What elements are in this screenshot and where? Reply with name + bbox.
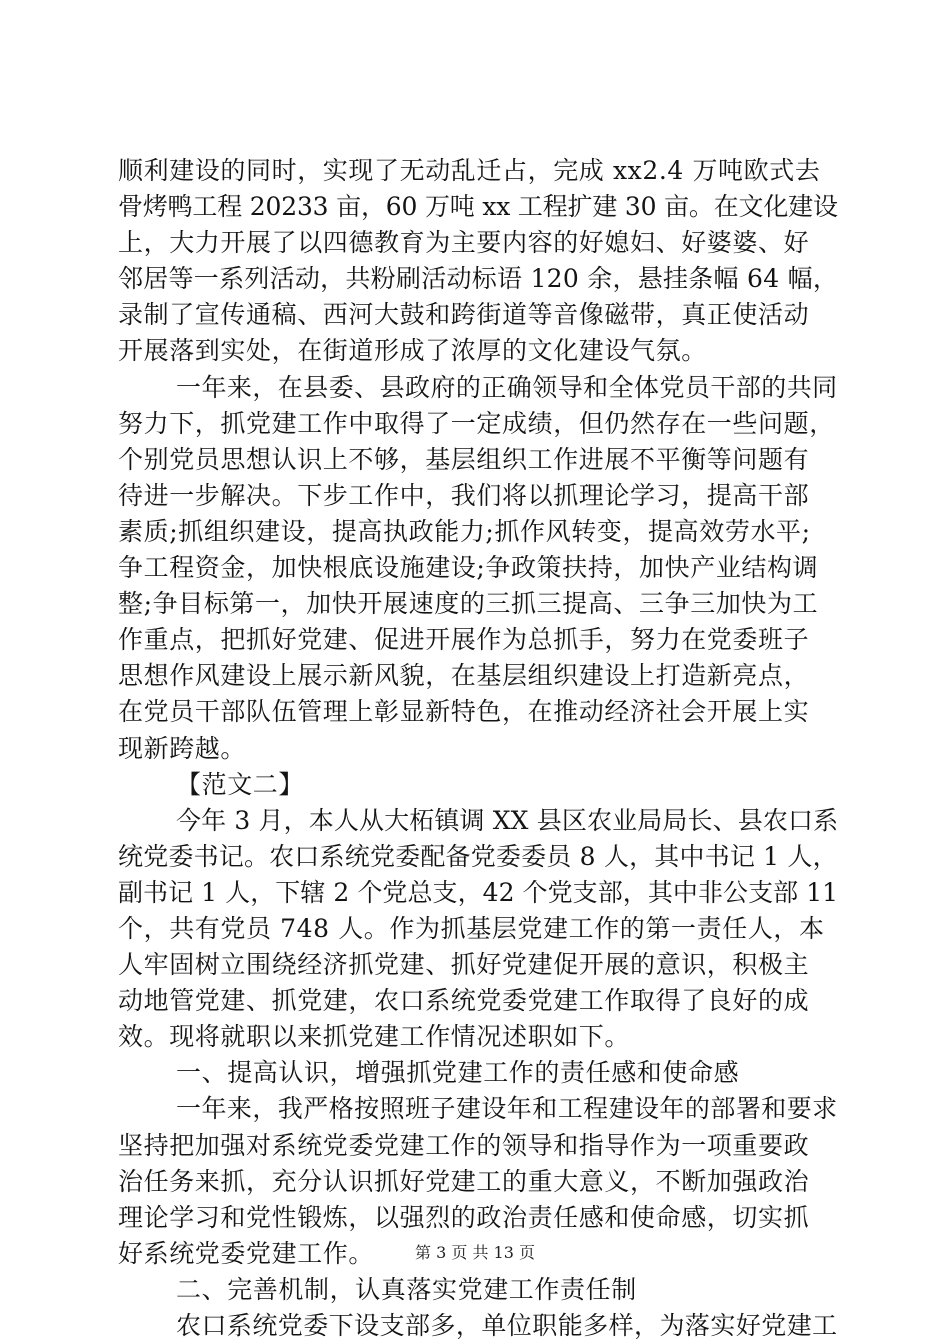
text-line: 农口系统党委下设支部多，单位职能多样，为落实好党建工 (176, 1311, 838, 1340)
text-line: 顺利建设的同时，实现了无动乱迁占，完成 xx2.4 万吨欧式去 (118, 156, 821, 185)
text-line: 现新跨越。 (118, 733, 247, 763)
text-line: 一年来，我严格按照班子建设年和工程建设年的部署和要求 (176, 1094, 838, 1124)
text-line: 整;争目标第一，加快开展速度的三抓三提高、三争三加快为工 (118, 589, 819, 619)
text-line: 效。现将就职以来抓党建工作情况述职如下。 (118, 1022, 631, 1052)
text-line: 素质;抓组织建设，提高执政能力;抓作风转变，提高效劳水平; (118, 516, 811, 546)
text-line: 二、完善机制，认真落实党建工作责任制 (176, 1274, 637, 1304)
text-line: 个，共有党员 748 人。作为抓基层党建工作的第一责任人，本 (118, 913, 825, 943)
text-line: 录制了宣传通稿、西河大鼓和跨街道等音像磁带，真正使活动 (118, 300, 810, 330)
text-line: 人牢固树立围绕经济抓党建、抓好党建促开展的意识，积极主 (118, 950, 810, 980)
text-line: 在党员干部队伍管理上彰显新特色，在推动经济社会开展上实 (118, 697, 810, 727)
page-footer: 第 3 页 共 13 页 (415, 1243, 535, 1262)
text-line: 统党委书记。农口系统党委配备党委委员 8 人，其中书记 1 人， (118, 841, 838, 871)
document-body (118, 153, 838, 1344)
text-line: 待进一步解决。下步工作中，我们将以抓理论学习，提高干部 (118, 480, 810, 510)
text-line: 副书记 1 人，下辖 2 个党总支，42 个党支部，其中非公支部 11 (118, 877, 839, 907)
text-line: 上，大力开展了以四德教育为主要内容的好媳妇、好婆婆、好 (118, 228, 810, 258)
text-line: 一年来，在县委、县政府的正确领导和全体党员干部的共同 (176, 372, 838, 402)
text-line: 治任务来抓，充分认识抓好党建工的重大意义，不断加强政治 (118, 1166, 810, 1196)
text-line: 动地管党建、抓党建，农口系统党委党建工作取得了良好的成 (118, 986, 810, 1016)
text-line: 开展落到实处，在街道形成了浓厚的文化建设气氛。 (118, 336, 707, 366)
text-line: 理论学习和党性锻炼，以强烈的政治责任感和使命感，切实抓 (118, 1202, 810, 1232)
text-line: 好系统党委党建工作。 (118, 1238, 375, 1268)
text-line: 争工程资金，加快根底设施建设;争政策扶持，加快产业结构调 (118, 553, 819, 583)
text-line: 作重点，把抓好党建、促进开展作为总抓手，努力在党委班子 (118, 625, 810, 655)
text-line: 一、提高认识，增强抓党建工作的责任感和使命感 (176, 1058, 740, 1088)
text-line: 骨烤鸭工程 20233 亩，60 万吨 xx 工程扩建 30 亩。在文化建设 (118, 192, 838, 222)
text-line: 邻居等一系列活动，共粉刷活动标语 120 余，悬挂条幅 64 幅， (118, 264, 839, 294)
text-line: 今年 3 月，本人从大柘镇调 XX 县区农业局局长、县农口系 (176, 805, 839, 835)
text-line: 个别党员思想认识上不够，基层组织工作进展不平衡等问题有 (118, 444, 810, 474)
text-line: 思想作风建设上展示新风貌，在基层组织建设上打造新亮点， (118, 661, 810, 691)
text-line: 【范文二】 (176, 769, 305, 799)
text-line: 努力下，抓党建工作中取得了一定成绩，但仍然存在一些问题， (118, 408, 835, 438)
text-line: 坚持把加强对系统党委党建工作的领导和指导作为一项重要政 (118, 1130, 810, 1160)
